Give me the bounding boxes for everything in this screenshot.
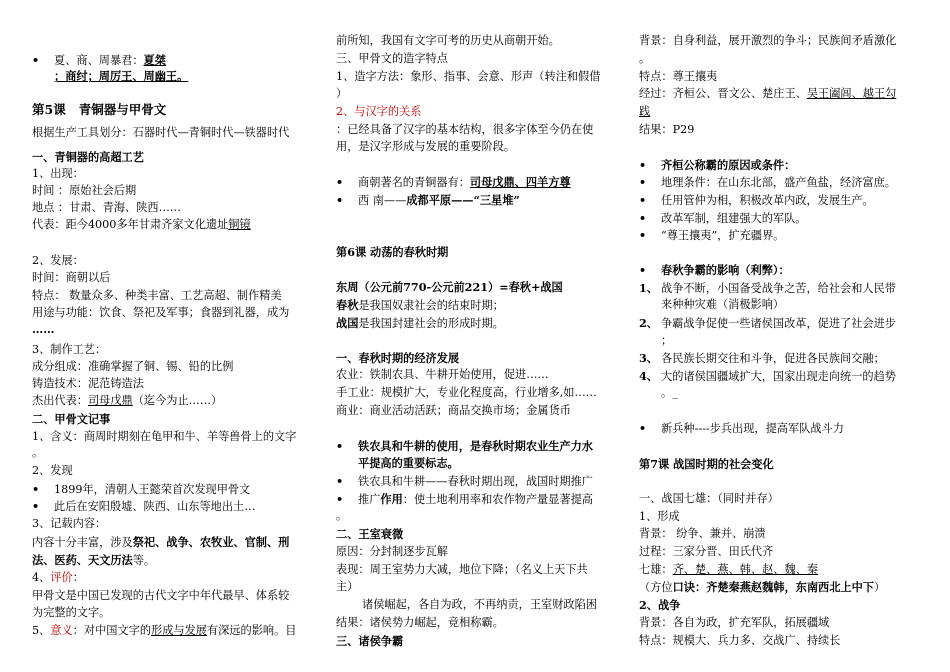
- text-line: 2、发展：: [32, 254, 84, 267]
- lesson6-heading: 第6课 动荡的春秋时期: [336, 245, 449, 259]
- list-item: • 推广作用：使土地利用率和农作物产量显著提高: [336, 492, 593, 506]
- text-line: 背景：自身利益，展开激烈的争斗；民族间矛盾激化: [639, 34, 897, 47]
- text-line: 2、发现: [32, 464, 73, 477]
- text-line: 践: [639, 105, 651, 118]
- section-heading: 一、春秋时期的经济发展: [336, 351, 460, 365]
- text-line: 背景：各自为政，扩充军队，拓展疆域: [639, 616, 830, 629]
- lesson5-heading: 第5课 青铜器与甲骨文: [32, 102, 167, 117]
- text-line: 农业：铁制农具、牛耕开始使用，促进……: [336, 368, 549, 381]
- text-line: 结果：P29: [639, 123, 695, 136]
- text-line: 。: [336, 509, 348, 522]
- text-line: 用，是汉字形成与发展的重要阶段。: [336, 140, 516, 153]
- text-line: 背景： 纷争、兼并、崩溃: [639, 527, 766, 540]
- text-line: 手工业：规模扩大，专业化程度高，行业增多,如……: [336, 386, 597, 399]
- text-line: 代表：距今4000多年甘肃齐家文化遗址铜镜: [32, 218, 251, 231]
- text-line: 经过：齐桓公、晋文公、楚庄王、吴王阖闾、越王勾: [639, 87, 897, 100]
- text-line: ……: [32, 322, 55, 336]
- list-item: • 铁农具和牛耕的使用，是春秋时期农业生产力水: [336, 439, 593, 453]
- text-line: 成分组成：准确掌握了铜、锡、铅的比例: [32, 360, 234, 373]
- text-line: 春秋是我国奴隶社会的结束时期；: [336, 298, 504, 312]
- text-line: 特点：规模大、兵力多、交战广、持续长: [639, 634, 841, 647]
- text-line: ：已经具备了汉字的基本结构，很多字体至今仍在使: [336, 123, 594, 136]
- text-line: 结果：诸侯势力崛起，竞相称霸。: [336, 616, 504, 629]
- list-item: • 此后在安阳殷墟、陕西、山东等地出土…: [32, 499, 256, 513]
- text-line: 战国是我国封建社会的形成时期。: [336, 316, 504, 330]
- text-line: 铸造技术：泥范铸造法: [32, 377, 144, 390]
- section-heading: 二、甲骨文记事: [32, 412, 111, 426]
- text-line: 。: [32, 446, 44, 459]
- text-line: 3、制作工艺：: [32, 343, 107, 356]
- list-item: • 改革军制，组建强大的军队。: [639, 211, 807, 225]
- text-line: （方位口诀：齐楚秦燕赵魏韩，东南西北上中下）: [639, 580, 886, 594]
- text-line: 一、战国七雄：（同时并存）: [639, 492, 779, 505]
- text-line: 1、出现：: [32, 167, 84, 180]
- text-line: 前所知，我国有文字可考的历史从商朝开始。: [336, 34, 560, 47]
- text-line: 地点 ：甘肃、青海、陕西……: [32, 201, 181, 214]
- text-line: 过程：三家分晋、田氏代齐: [639, 545, 774, 558]
- lesson7-heading: 第7课 战国时期的社会变化: [639, 457, 774, 471]
- text-line: 。: [639, 52, 651, 65]
- text-line: 特点： 数量众多、种类丰富、工艺高超、制作精美: [32, 289, 282, 302]
- list-item: • 1899年，清朝人王懿荣首次发现甲骨文: [32, 482, 251, 496]
- bullet-tyrants: • 夏、商、周暴君：夏桀: [32, 53, 166, 67]
- text-line: 三、甲骨文的造字特点: [336, 52, 448, 65]
- list-item: • 地理条件：在山东北部，盛产鱼盐，经济富庶。: [639, 175, 896, 189]
- bullet-tyrants-cont: ；商纣；周厉王、周幽王。: [54, 69, 189, 83]
- text-line: 1、含义：商周时期刻在龟甲和牛、羊等兽骨上的文字: [32, 430, 297, 443]
- text-line: 甲骨文是中国已发现的古代文字中年代最早、体系较: [32, 589, 290, 602]
- text-line: 东周（公元前770-公元前221）=春秋+战国: [336, 280, 563, 294]
- list-item: • 铁农具和牛耕——春秋时期出现，战国时期推广: [336, 474, 593, 488]
- section-heading: 三、诸侯争霸: [336, 634, 404, 648]
- text-line: 主）: [336, 580, 359, 593]
- list-item: • 春秋争霸的影响（利弊）：: [639, 263, 790, 277]
- text-line: 时间：商朝以后: [32, 271, 111, 284]
- text-line: 1、造字方法：象形、指事、会意、形声（转注和假借: [336, 70, 601, 83]
- text-line: ）: [336, 87, 348, 100]
- text-line: 诸侯崛起，各自为政，不再纳贡，王室财政陷困: [362, 598, 597, 611]
- text-line: 3、记载内容：: [32, 517, 107, 530]
- text-line: 来种种灾难（消极影响）: [661, 298, 785, 311]
- text-line: 内容十分丰富，涉及祭祀、战争、农牧业、官制、刑: [32, 535, 290, 549]
- text-line: 用途与功能：饮食、祭祀及军事；食器到礼器，成为: [32, 306, 290, 319]
- text-line: 商业：商业活动活跃；商品交换市场；金属货币: [336, 404, 571, 417]
- list-item: • 商朝著名的青铜器有：司母戊鼎、四羊方尊: [336, 175, 571, 189]
- section-heading: 二、王室衰微: [336, 527, 404, 541]
- list-item: 4、 大的诸侯国疆域扩大，国家出现走向统一的趋势: [639, 369, 896, 383]
- section-heading: 一、青铜器的高超工艺: [32, 150, 144, 164]
- text-line: 特点：尊王攘夷: [639, 70, 718, 83]
- list-item: • 新兵种----步兵出现，提高军队战斗力: [639, 421, 844, 435]
- text-line: 时间 ：原始社会后期: [32, 184, 137, 197]
- text-line: 原因：分封制逐步瓦解: [336, 545, 448, 558]
- text-line: 。_: [661, 386, 678, 399]
- list-item: 3、 各民族长期交往和斗争，促进各民族间交融；: [639, 351, 885, 365]
- text-line: 1、形成: [639, 510, 680, 523]
- text-line: 为完整的文字。: [32, 606, 111, 619]
- text-line: 杰出代表：司母戊鼎（迄今为止……）: [32, 394, 223, 407]
- intro-line: 根据生产工具划分：石器时代—青铜时代—铁器时代: [32, 126, 290, 139]
- text-line: 4、评价：: [32, 571, 84, 584]
- list-item: • “尊王攘夷”，扩充疆界。: [639, 228, 785, 242]
- text-line: 2、战争: [639, 598, 681, 612]
- text-line: 七雄：齐、楚、燕、韩、赵、魏、秦: [639, 563, 819, 576]
- text-line: 2、与汉字的关系: [336, 105, 422, 118]
- list-item: • 任用管仲为相，积极改革内政，发展生产。: [639, 193, 874, 207]
- text-line: ；: [661, 334, 673, 347]
- text-line: 法、医药、天文历法等。: [32, 553, 156, 567]
- list-item: • 齐桓公称霸的原因或条件：: [639, 158, 796, 172]
- list-item: 2、 争霸战争促使一些诸侯国改革，促进了社会进步: [639, 316, 896, 330]
- text-line: 平提高的重要标志。: [358, 456, 459, 470]
- list-item: 1、 战争不断，小国备受战争之苦，给社会和人民带: [639, 281, 896, 295]
- list-item: • 西 南——成都平原——“三星堆”: [336, 193, 520, 207]
- text-line: 5、意义：对中国文字的形成与发展有深远的影响。目: [32, 624, 297, 637]
- text-line: 表现：周王室势力大减，地位下降；（名义上天下共: [336, 563, 588, 576]
